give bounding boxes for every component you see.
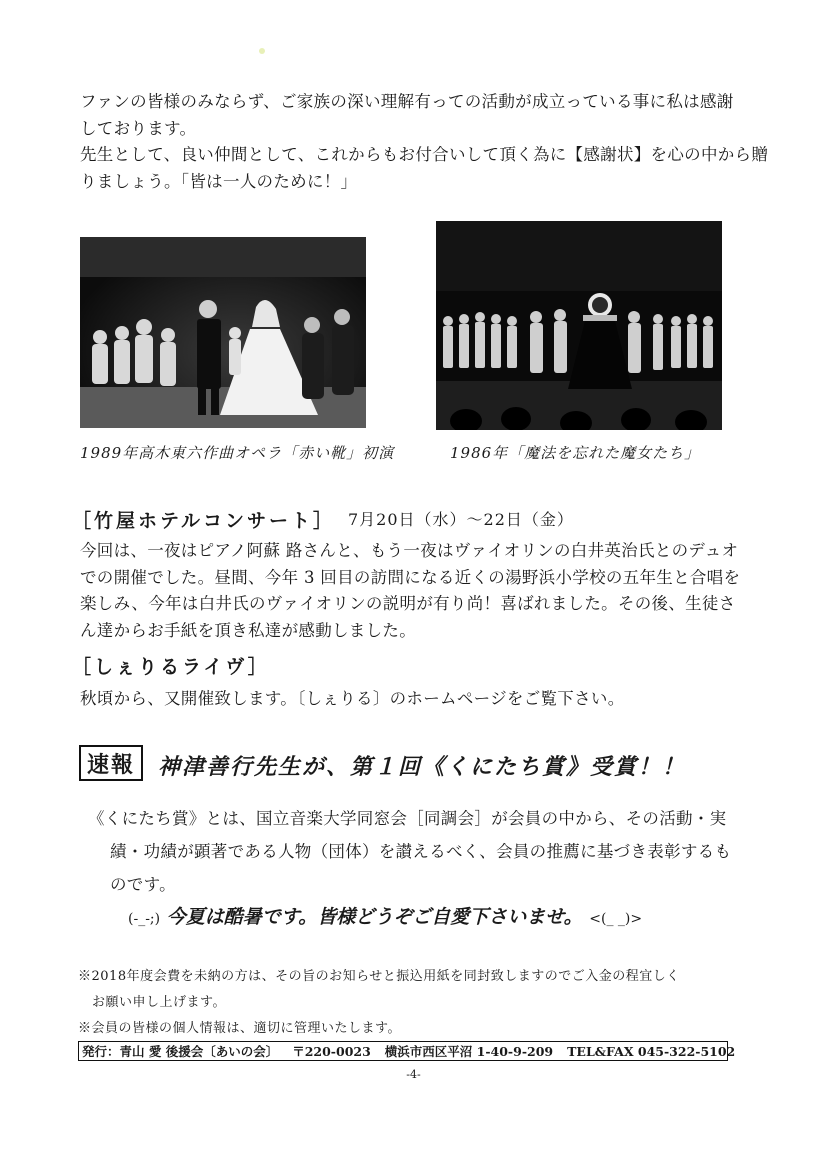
award-line: のです。	[110, 875, 176, 894]
intro-line: ファンの皆様のみならず、ご家族の深い理解有っての活動が成立っている事に私は感謝	[80, 92, 734, 111]
summer-greeting	[128, 902, 642, 929]
award-line: 績・功績が顕著である人物（団体）を讃えるべく、会員の推薦に基づき表彰するも	[110, 842, 732, 861]
publisher-footer	[78, 1041, 736, 1061]
witches-photo	[436, 221, 722, 430]
publisher-address: 横浜市西区平沼 1-40-9-209	[384, 1044, 554, 1059]
concert-line: での開催でした。昼間、今年 3 回目の訪問になる近くの湯野浜小学校の五年生と合唱を	[80, 567, 741, 587]
publisher-name: 発行：青山 愛 後援会〔あいの会〕	[82, 1044, 279, 1059]
page-number: -4-	[406, 1068, 421, 1081]
opera-stage-image	[80, 237, 366, 428]
concert-paragraph	[80, 538, 748, 644]
live-paragraph	[80, 686, 748, 713]
sweat-kaomoji: (-_-;)	[128, 911, 161, 927]
greeting-text: 今夏は酷暑です。皆様どうぞご自愛下さいませ。	[166, 906, 583, 928]
award-line: 《くにたち賞》とは、国立音楽大学同窓会［同調会］が会員の中から、その活動・実	[88, 809, 727, 828]
intro-line: りましょう。「皆は一人のために！」	[80, 171, 358, 191]
privacy-notice: ※会員の皆様の個人情報は、適切に管理いたします。	[78, 1021, 401, 1036]
intro-line: しております。	[80, 118, 197, 138]
award-paragraph	[88, 802, 748, 901]
intro-paragraph	[80, 89, 769, 195]
opera-photo-caption: 1989年高木東六作曲オペラ「赤い靴」初演	[80, 444, 395, 462]
concert-line: 今回は、一夜はピアノ阿蘇 路さんと、もう一夜はヴァイオリンの白井英治氏とのデュオ	[80, 541, 739, 560]
witches-stage-image	[436, 221, 722, 430]
witches-photo-caption: 1986年「魔法を忘れた魔女たち」	[450, 444, 701, 462]
live-heading: ［しぇりるライヴ］	[72, 656, 270, 678]
concert-line: 楽しみ、今年は白井氏のヴァイオリンの説明が有り尚！喜ばれました。その後、生徒さ	[80, 594, 736, 613]
intro-line: 先生として、良い仲間として、これからもお付合いして頂く為に【感謝状】を心の中から贈	[80, 145, 769, 164]
paper-speck	[259, 48, 265, 54]
breaking-news-badge: 速報	[79, 745, 143, 781]
postal-code: 〒220-0023	[292, 1044, 371, 1059]
concert-heading: ［竹屋ホテルコンサート］	[72, 510, 336, 532]
concert-line: ん達からお手紙を頂き私達が感動しました。	[80, 620, 416, 640]
award-headline: 神津善行先生が、第１回《くにたち賞》受賞！！	[158, 754, 687, 780]
live-text: 秋頃から、又開催致します。〔しぇりる〕のホームページをご覧下さい。	[80, 689, 625, 708]
concert-date: 7月20日（水）〜22日（金）	[348, 510, 574, 529]
bow-kaomoji: <(_ _)>	[589, 911, 643, 927]
fee-notice: ※2018年度会費を未納の方は、その旨のお知らせと振込用紙を同封致しますのでご入金の程宜しく	[78, 969, 680, 984]
fee-notice-continued: お願い申し上げます。	[92, 995, 226, 1010]
phone-fax: TEL&FAX 045-322-5102	[567, 1043, 736, 1059]
opera-photo	[80, 237, 366, 428]
